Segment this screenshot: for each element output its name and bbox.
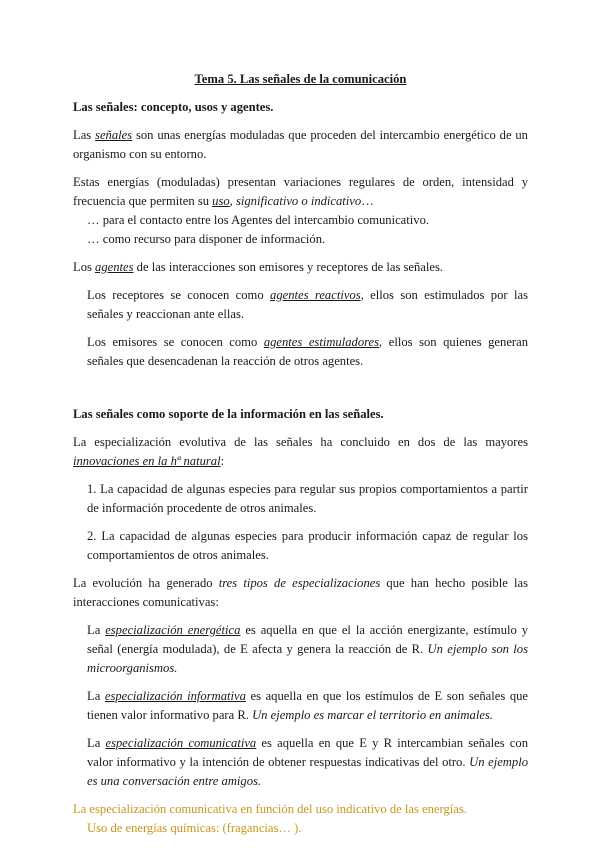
underlined-term: agentes reactivos [270,288,361,302]
underlined-term: agentes [95,260,134,274]
section-heading: Las señales como soporte de la información en las señales. [73,407,384,421]
paragraph: Las señales son unas energías moduladas que proceden del intercambio energético de un organismo con su entorno. [73,128,528,161]
paragraph: La especialización energética es aquella en que el la acción energizante, estímulo y señal (energía modulada), de E afecta y genera la reacción de R. Un ejemplo son los microorganismos. [87,623,528,675]
underlined-term: uso [212,194,230,208]
paragraph: La especialización comunicativa es aquella en que E y R intercambian señales con valor informativo y la intención de obtener respuestas indicativas del otro. Un ejemplo es una conversación entre amigos. [87,736,528,788]
paragraph: Los agentes de las interacciones son emisores y receptores de las señales. [73,260,444,274]
highlighted-line: La especialización comunicativa en función del uso indicativo de las energías. [73,802,467,816]
underlined-term: agentes estimuladores [263,335,380,349]
paragraph: Los emisores se conocen como agentes estimuladores, ellos son quienes generan señales que desencadenan la reacción de otros agentes. [87,335,528,368]
underlined-term: especialización comunicativa [105,736,257,750]
list-item: … para el contacto entre los Agentes del intercambio comunicativo. [87,213,430,227]
section-heading: Las señales: concepto, usos y agentes. [73,100,274,114]
paragraph: Estas energías (moduladas) presentan variaciones regulares de orden, intensidad y frecuencia que permiten su uso, significativo o indicativo… [73,175,528,208]
highlighted-line: Uso de energías químicas: (fragancias… ). [87,821,302,835]
underlined-term: señales [95,128,133,142]
underlined-term: especialización energética [105,623,241,637]
paragraph: La evolución ha generado tres tipos de especializaciones que han hecho posible las interacciones comunicativas: [73,576,528,609]
underlined-term: especialización informativa [104,689,246,703]
list-item: 1. La capacidad de algunas especies para regular sus propios comportamientos a partir de información procedente de otros animales. [87,482,528,515]
list-item: 2. La capacidad de algunas especies para producir información capaz de regular los comportamientos de otros animales. [87,529,528,562]
paragraph: Los receptores se conocen como agentes reactivos, ellos son estimulados por las señales y reaccionan ante ellas. [87,288,528,321]
paragraph: La especialización evolutiva de las señales ha concluido en dos de las mayores innovaciones en la hª natural: [73,435,528,468]
document-page [73,70,528,838]
page-title: Tema 5. Las señales de la comunicación [194,72,407,86]
underlined-term: innovaciones en la hª natural [73,454,221,468]
paragraph: La especialización informativa es aquella en que los estímulos de E son señales que tienen valor informativo para R. Un ejemplo es marcar el territorio en animales. [87,689,529,722]
list-item: … como recurso para disponer de información. [87,232,326,246]
